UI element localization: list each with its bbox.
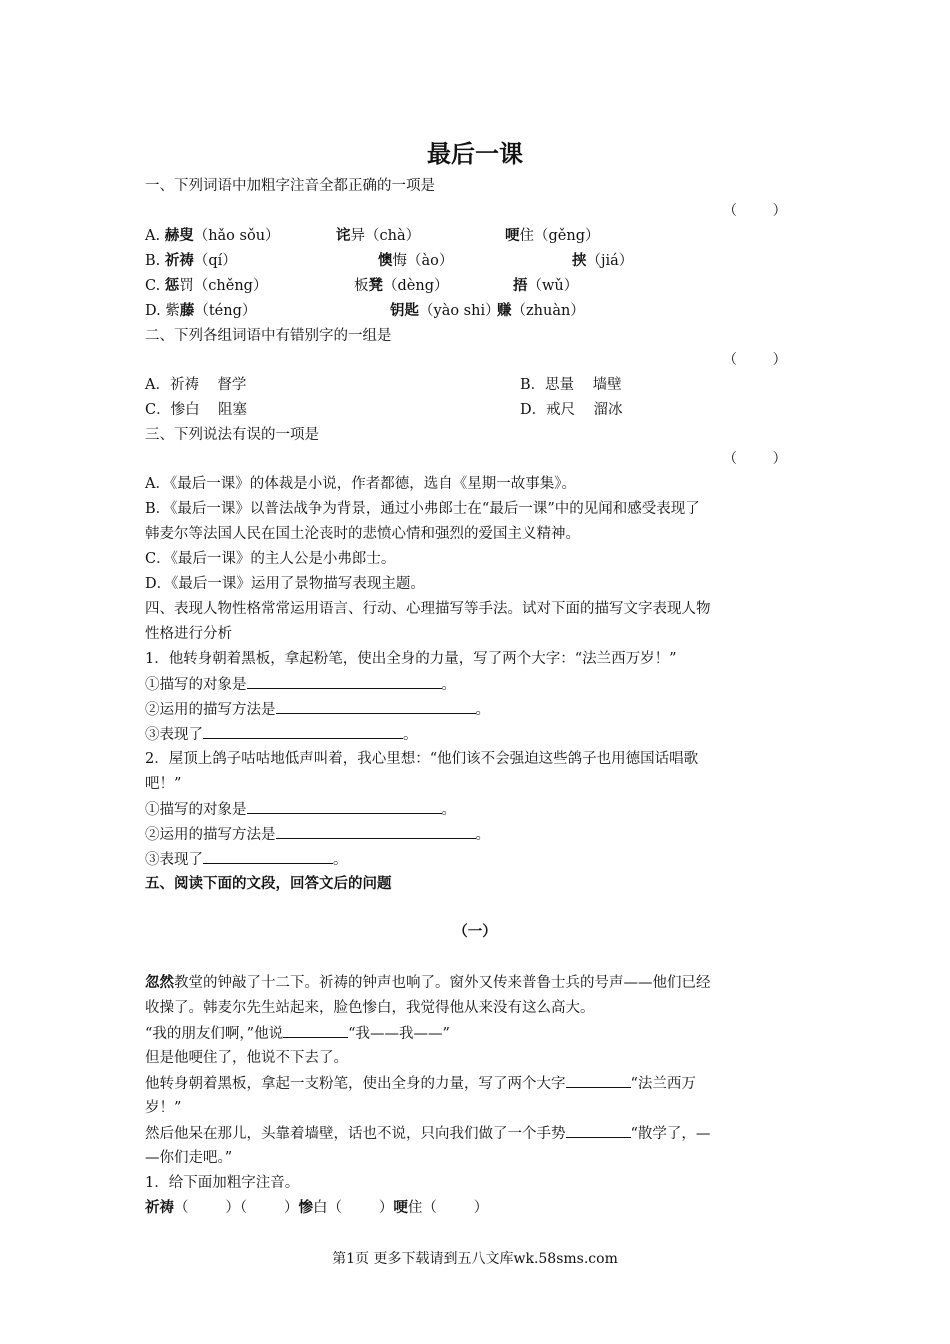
q4-s2-object: ①描写的对象是 。 [145,799,456,820]
q2-option-c: C．惨白 阻塞 [145,402,248,418]
passage-para1-line1: 忽然教堂的钟敲了十二下。祈祷的钟声也响了。窗外又传来普鲁士兵的号声——他们已经 [145,975,711,991]
q1-option-c-word3: 捂（wǔ） [513,278,579,294]
passage-para3: 但是他哽住了，他说不下去了。 [145,1050,348,1066]
q1-option-c: C. 惩罚（chěng） [145,278,268,294]
passage-para4-line2: 岁！” [145,1100,182,1116]
q1-answer-paren: （ ） [723,203,787,219]
q4-stem-line1: 四、表现人物性格常常运用语言、行动、心理描写等手法。试对下面的描写文字表现人物 [145,601,711,617]
q4-sentence-1: 1．他转身朝着黑板，拿起粉笔，使出全身的力量，写了两个大字：“法兰西万岁！” [145,651,677,667]
q2-option-d: D．戒尺 溜冰 [520,402,623,418]
q2-option-a: A．祈祷 督学 [145,377,247,393]
q5-stem: 五、阅读下面的文段，回答文后的问题 [145,876,392,892]
page-title: 最后一课 [427,140,523,168]
passage-para5-line2: —你们走吧。” [145,1150,233,1166]
q4-s2-shows: ③表现了 。 [145,849,348,870]
page-footer: 第1页 更多下载请到五八文库wk.58sms.com [332,1251,618,1267]
q4-stem-line2: 性格进行分析 [145,626,232,642]
q1-option-d: D. 紫藤（téng） [145,303,257,319]
q1-option-b: B. 祈祷（qí） [145,253,237,269]
q1-option-d-word2: 钥匙（yào shi） [390,303,500,319]
q4-s1-method: ②运用的描写方法是 。 [145,699,490,720]
passage-para1-line2: 收操了。韩麦尔先生站起来，脸色惨白，我觉得他从来没有这么高大。 [145,1000,595,1016]
answer-blank[interactable] [247,674,442,689]
q3-stem: 三、下列说法有误的一项是 [145,427,319,443]
q3-answer-paren: （ ） [723,451,787,467]
passage-para4-line1: 他转身朝着黑板，拿起一支粉笔，使出全身的力量，写了两个大字 “法兰西万 [145,1073,696,1094]
q2-answer-paren: （ ） [723,352,787,368]
answer-blank[interactable] [566,1073,631,1088]
q5-section-label: （一） [453,924,497,940]
q3-option-a: A．《最后一课》的体裁是小说，作者都德，选自《星期一故事集》。 [145,476,576,492]
answer-blank[interactable] [276,824,476,839]
q4-sentence-2-line2: 吧！” [145,776,182,792]
passage-para5-line1: 然后他呆在那儿，头靠着墙壁，话也不说，只向我们做了一个手势 “散学了，— [145,1123,710,1144]
q4-sentence-2-line1: 2．屋顶上鸽子咕咕地低声叫着，我心里想：“他们该不会强迫这些鸽子也用德国话唱歌 [145,751,699,767]
q3-option-c: C．《最后一课》的主人公是小弗郎士。 [145,551,396,567]
q3-option-d: D．《最后一课》运用了景物描写表现主题。 [145,576,425,592]
q5-sub-question-1: 1．给下面加粗字注音。 [145,1175,300,1191]
q1-option-a-word2: 诧异（chà） [336,228,421,244]
answer-blank[interactable] [283,1023,348,1038]
q4-s1-object: ①描写的对象是 。 [145,674,456,695]
q1-option-b-word3: 挟（jiá） [572,253,634,269]
answer-blank[interactable] [203,724,403,739]
answer-blank[interactable] [247,799,442,814]
q1-option-d-word3: 赚（zhuàn） [497,303,585,319]
answer-blank[interactable] [566,1123,631,1138]
q5-pinyin-row: 祈祷（ ）（ ）惨白（ ）哽住（ ） [145,1200,489,1216]
q3-option-b-line2: 韩麦尔等法国人民在国土沦丧时的悲愤心情和强烈的爱国主义精神。 [145,526,580,542]
q2-stem: 二、下列各组词语中有错别字的一组是 [145,328,392,344]
q1-option-a: A. 赫叟（hǎo sǒu） [145,228,280,244]
q2-option-b: B．思量 墙壁 [520,377,622,393]
q1-option-c-word2: 板凳（dèng） [354,278,449,294]
q4-s2-method: ②运用的描写方法是 。 [145,824,490,845]
q4-s1-shows: ③表现了 。 [145,724,418,745]
q1-option-b-word2: 懊悔（ào） [378,253,454,269]
q3-option-b-line1: B．《最后一课》以普法战争为背景，通过小弗郎士在“最后一课”中的见闻和感受表现了 [145,501,700,517]
passage-para2: “我的朋友们啊，”他说 “我——我——” [145,1023,450,1044]
answer-blank[interactable] [276,699,476,714]
answer-blank[interactable] [203,849,333,864]
q1-stem: 一、下列词语中加粗字注音全都正确的一项是 [145,178,435,194]
q1-option-a-word3: 哽住（gěng） [505,228,600,244]
